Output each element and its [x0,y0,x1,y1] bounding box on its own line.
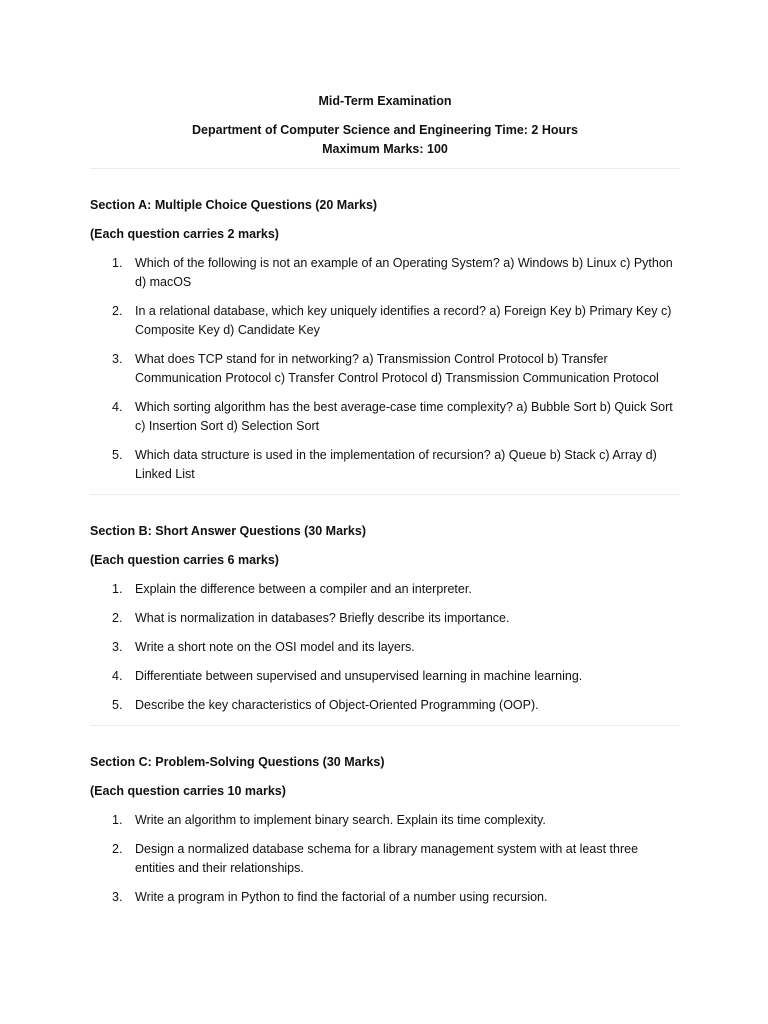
question-number: 3. [112,890,123,904]
question-text: Which data structure is used in the implementation of recursion? a) Queue b) Stack c) Array d) Linked List [135,448,657,481]
question-item [90,446,680,484]
section-a [90,196,680,484]
section-b-divider [90,725,680,726]
section-a-heading: Section A: Multiple Choice Questions (20 Marks) [90,198,378,212]
question-item [90,888,680,907]
question-number: 1. [112,256,123,270]
question-item [90,811,680,830]
question-text: Write an algorithm to implement binary search. Explain its time complexity. [135,813,546,827]
question-number: 2. [112,304,123,318]
question-text: What does TCP stand for in networking? a) Transmission Control Protocol b) Transfer Communication Protocol c) Transfer Control Protocol d) Transmission Communication Protocol [135,352,659,385]
question-number: 2. [112,611,123,625]
question-text: Design a normalized database schema for a library management system with at least three entities and their relationships. [135,842,639,875]
question-text: Describe the key characteristics of Object-Oriented Programming (OOP). [135,698,539,712]
question-number: 1. [112,582,123,596]
question-text: In a relational database, which key uniquely identifies a record? a) Foreign Key b) Primary Key c) Composite Key d) Candidate Key [135,304,672,337]
question-text: Which sorting algorithm has the best average-case time complexity? a) Bubble Sort b) Quick Sort c) Insertion Sort d) Selection Sort [135,400,673,433]
question-number: 1. [112,813,123,827]
section-b-questions [90,580,680,715]
question-number: 4. [112,669,123,683]
question-item [90,609,680,628]
department-time-line: Department of Computer Science and Engineering Time: 2 Hours [192,123,578,137]
question-item [90,580,680,599]
question-item [90,840,680,878]
section-b-note: (Each question carries 6 marks) [90,553,279,567]
question-text: Which of the following is not an example of an Operating System? a) Windows b) Linux c) Python d) macOS [135,256,673,289]
section-a-questions [90,254,680,484]
section-a-divider [90,494,680,495]
question-item [90,398,680,436]
question-item [90,302,680,340]
question-number: 5. [112,698,123,712]
section-c-heading: Section C: Problem-Solving Questions (30 Marks) [90,755,385,769]
question-item [90,350,680,388]
question-text: Write a program in Python to find the factorial of a number using recursion. [135,890,548,904]
question-number: 2. [112,842,123,856]
question-number: 3. [112,352,123,366]
section-c [90,753,680,907]
maximum-marks-line: Maximum Marks: 100 [322,142,448,156]
section-a-note: (Each question carries 2 marks) [90,227,279,241]
header-divider [90,168,680,169]
question-item [90,696,680,715]
question-number: 3. [112,640,123,654]
section-b-heading: Section B: Short Answer Questions (30 Marks) [90,524,366,538]
question-text: Differentiate between supervised and unsupervised learning in machine learning. [135,669,583,683]
question-item [90,638,680,657]
question-item [90,667,680,686]
question-text: Explain the difference between a compiler and an interpreter. [135,582,472,596]
question-item [90,254,680,292]
question-text: What is normalization in databases? Briefly describe its importance. [135,611,510,625]
section-b [90,522,680,715]
question-number: 5. [112,448,123,462]
question-number: 4. [112,400,123,414]
exam-content [90,92,680,917]
question-text: Write a short note on the OSI model and its layers. [135,640,415,654]
section-c-note: (Each question carries 10 marks) [90,784,286,798]
exam-department-block [90,121,680,159]
exam-title: Mid-Term Examination [318,94,452,108]
section-c-questions [90,811,680,907]
